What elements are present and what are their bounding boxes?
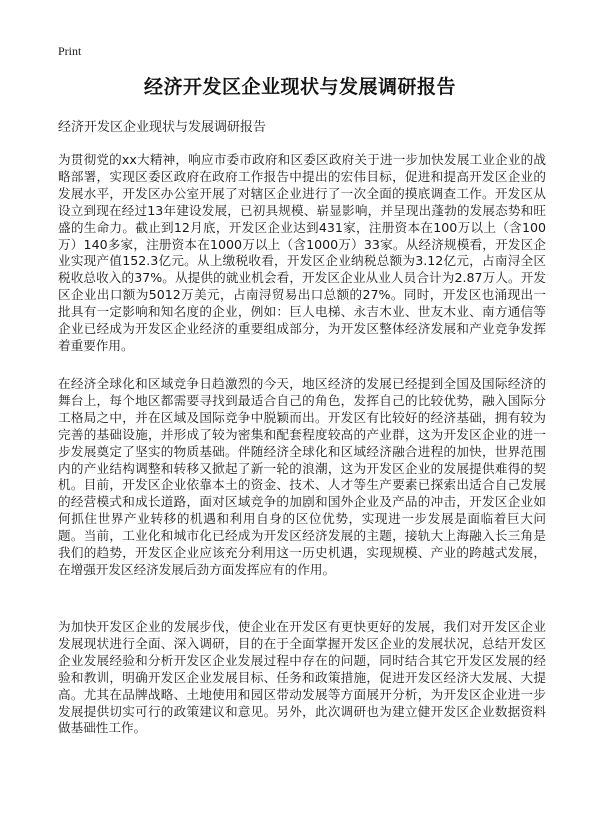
paragraph-3: 为加快开发区企业的发展步伐，使企业在开发区有更快更好的发展，我们对开发区企业发展现状进行全面、深入调研，目的在于全面掌握开发区企业的发展状况，总结开发区企业发展经验和分析开发区企业发展过程中存在的问题，同时结合其它开发区发展的经验和教训，明确开发区企业发展目标、任务和政策措施，促进开发区经济大发展、大提高。尤其在品牌战略、土地使用和园区带动发展等方面展开分析，为开发区企业进一步发展提供切实可行的政策建议和意见。另外，此次调研也为建立健开发区企业数据资料做基础性工作。: [58, 619, 546, 736]
document-subtitle: 经济开发区企业现状与发展调研报告: [58, 120, 267, 135]
print-link[interactable]: Print: [58, 44, 82, 58]
paragraph-2: 在经济全球化和区域竞争日趋激烈的今天，地区经济的发展已经提到全国及国际经济的舞台上，每个地区都需要寻找到最适合自己的角色，发挥自己的比较优势，融入国际分工格局之中，并在区域及国际竞争中脱颖而出。开发区有比较好的经济基础，拥有较为完善的基础设施，并形成了较为密集和配套程度较高的产业群，这为开发区企业的进一步发展奠定了坚实的物质基础。伴随经济全球化和区域经济融合进程的加快，世界范围内的产业结构调整和转移又掀起了新一轮的浪潮，这为开发区企业的发展提供难得的契机。目前，开发区企业依靠本土的资金、技术、人才等生产要素已探索出适合自己发展的经营模式和成长道路，面对区域竞争的加剧和国外企业及产品的冲击，开发区企业如何抓住世界产业转移的机遇和利用自身的区位优势，实现进一步发展是面临着巨大问题。当前，工业化和城市化已经成为开发区经济发展的主题，接轨大上海融入长三角是我们的趋势，开发区企业应该充分利用这一历史机遇，实现规模、产业的跨越式发展，在增强开发区经济发展后劲方面发挥应有的作用。: [58, 376, 546, 577]
document-title: 经济开发区企业现状与发展调研报告: [143, 76, 456, 98]
paragraph-1: 为贯彻党的xx大精神，响应市委市政府和区委区政府关于进一步加快发展工业企业的战略部署，实现区委区政府在政府工作报告中提出的宏伟目标，促进和提高开发区企业的发展水平，开发区办公室开展了对辖区企业进行了一次全面的摸底调查工作。开发区从设立到现在经过13年建设发展，已初具规模、崭显影响，并呈现出蓬勃的发展态势和旺盛的生命力。截止到12月底，开发区企业达到431家，注册资本在100万以上（含100万）140多家，注册资本在1000万以上（含1000万）33家。从经济规模看，开发区企业实现产值152.3亿元。从上缴税收看，开发区企业纳税总额为3.12亿元，占南浔全区税收总收入的37%。从提供的就业机会看，开发区企业从业人员合计为2.87万人。开发区企业出口额为5012万美元，占南浔贸易出口总额的27%。同时，开发区也涌现出一批具有一定影响和知名度的企业，例如：巨人电梯、永吉木业、世友木业、南方通信等企业已经成为开发区企业经济的重要组成部分，为开发区整体经济发展和产业竞争发挥着重要作用。: [58, 152, 546, 353]
